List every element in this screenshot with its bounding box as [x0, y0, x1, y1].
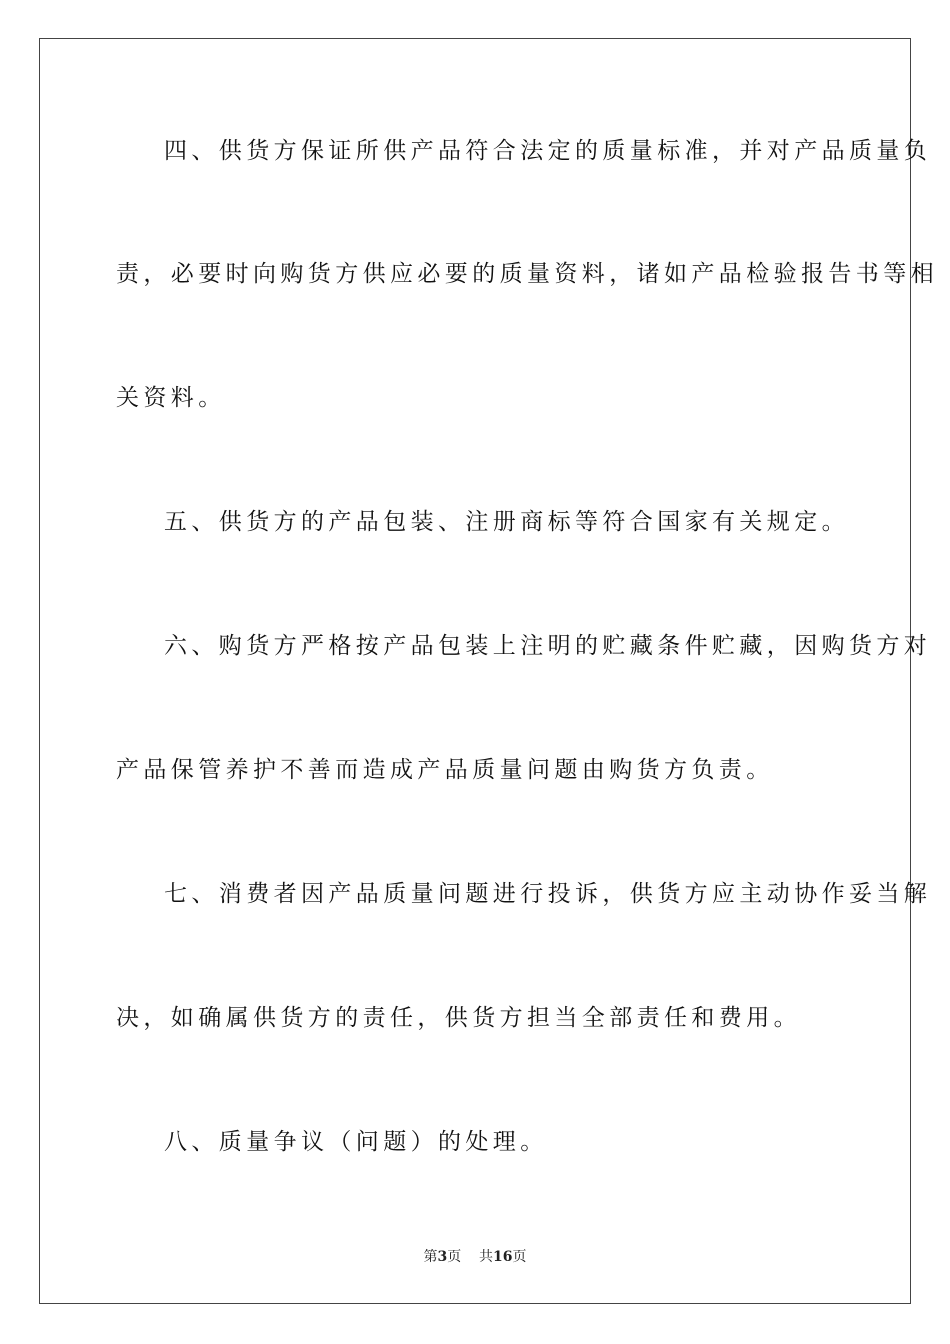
footer-total-prefix: 共 [479, 1249, 494, 1265]
paragraph-4-line-2: 责，必要时向购货方供应必要的质量资料，诸如产品检验报告书等相 [116, 261, 938, 287]
paragraph-4-line-1: 四、供货方保证所供产品符合法定的质量标准，并对产品质量负 [164, 138, 932, 164]
paragraph-8-line-1: 八、质量争议（问题）的处理。 [164, 1129, 548, 1155]
paragraph-6-line-1: 六、购货方严格按产品包装上注明的贮藏条件贮藏，因购货方对 [164, 633, 932, 659]
paragraph-7-line-1: 七、消费者因产品质量问题进行投诉，供货方应主动协作妥当解 [164, 881, 932, 907]
footer-page-prefix: 第 [423, 1249, 438, 1265]
paragraph-5-line-1: 五、供货方的产品包装、注册商标等符合国家有关规定。 [164, 509, 849, 535]
paragraph-6-line-2: 产品保管养护不善而造成产品质量问题由购货方负责。 [116, 757, 774, 783]
footer-total-suffix: 页 [512, 1249, 527, 1265]
footer-total-pages: 16 [493, 1249, 513, 1265]
paragraph-4-line-3: 关资料。 [116, 385, 226, 411]
footer-page-suffix: 页 [447, 1249, 462, 1265]
paragraph-7-line-2: 决，如确属供货方的责任，供货方担当全部责任和费用。 [116, 1005, 801, 1031]
footer-page-number: 3 [437, 1249, 448, 1265]
page-footer [0, 1246, 950, 1266]
page-border [39, 38, 938, 1304]
